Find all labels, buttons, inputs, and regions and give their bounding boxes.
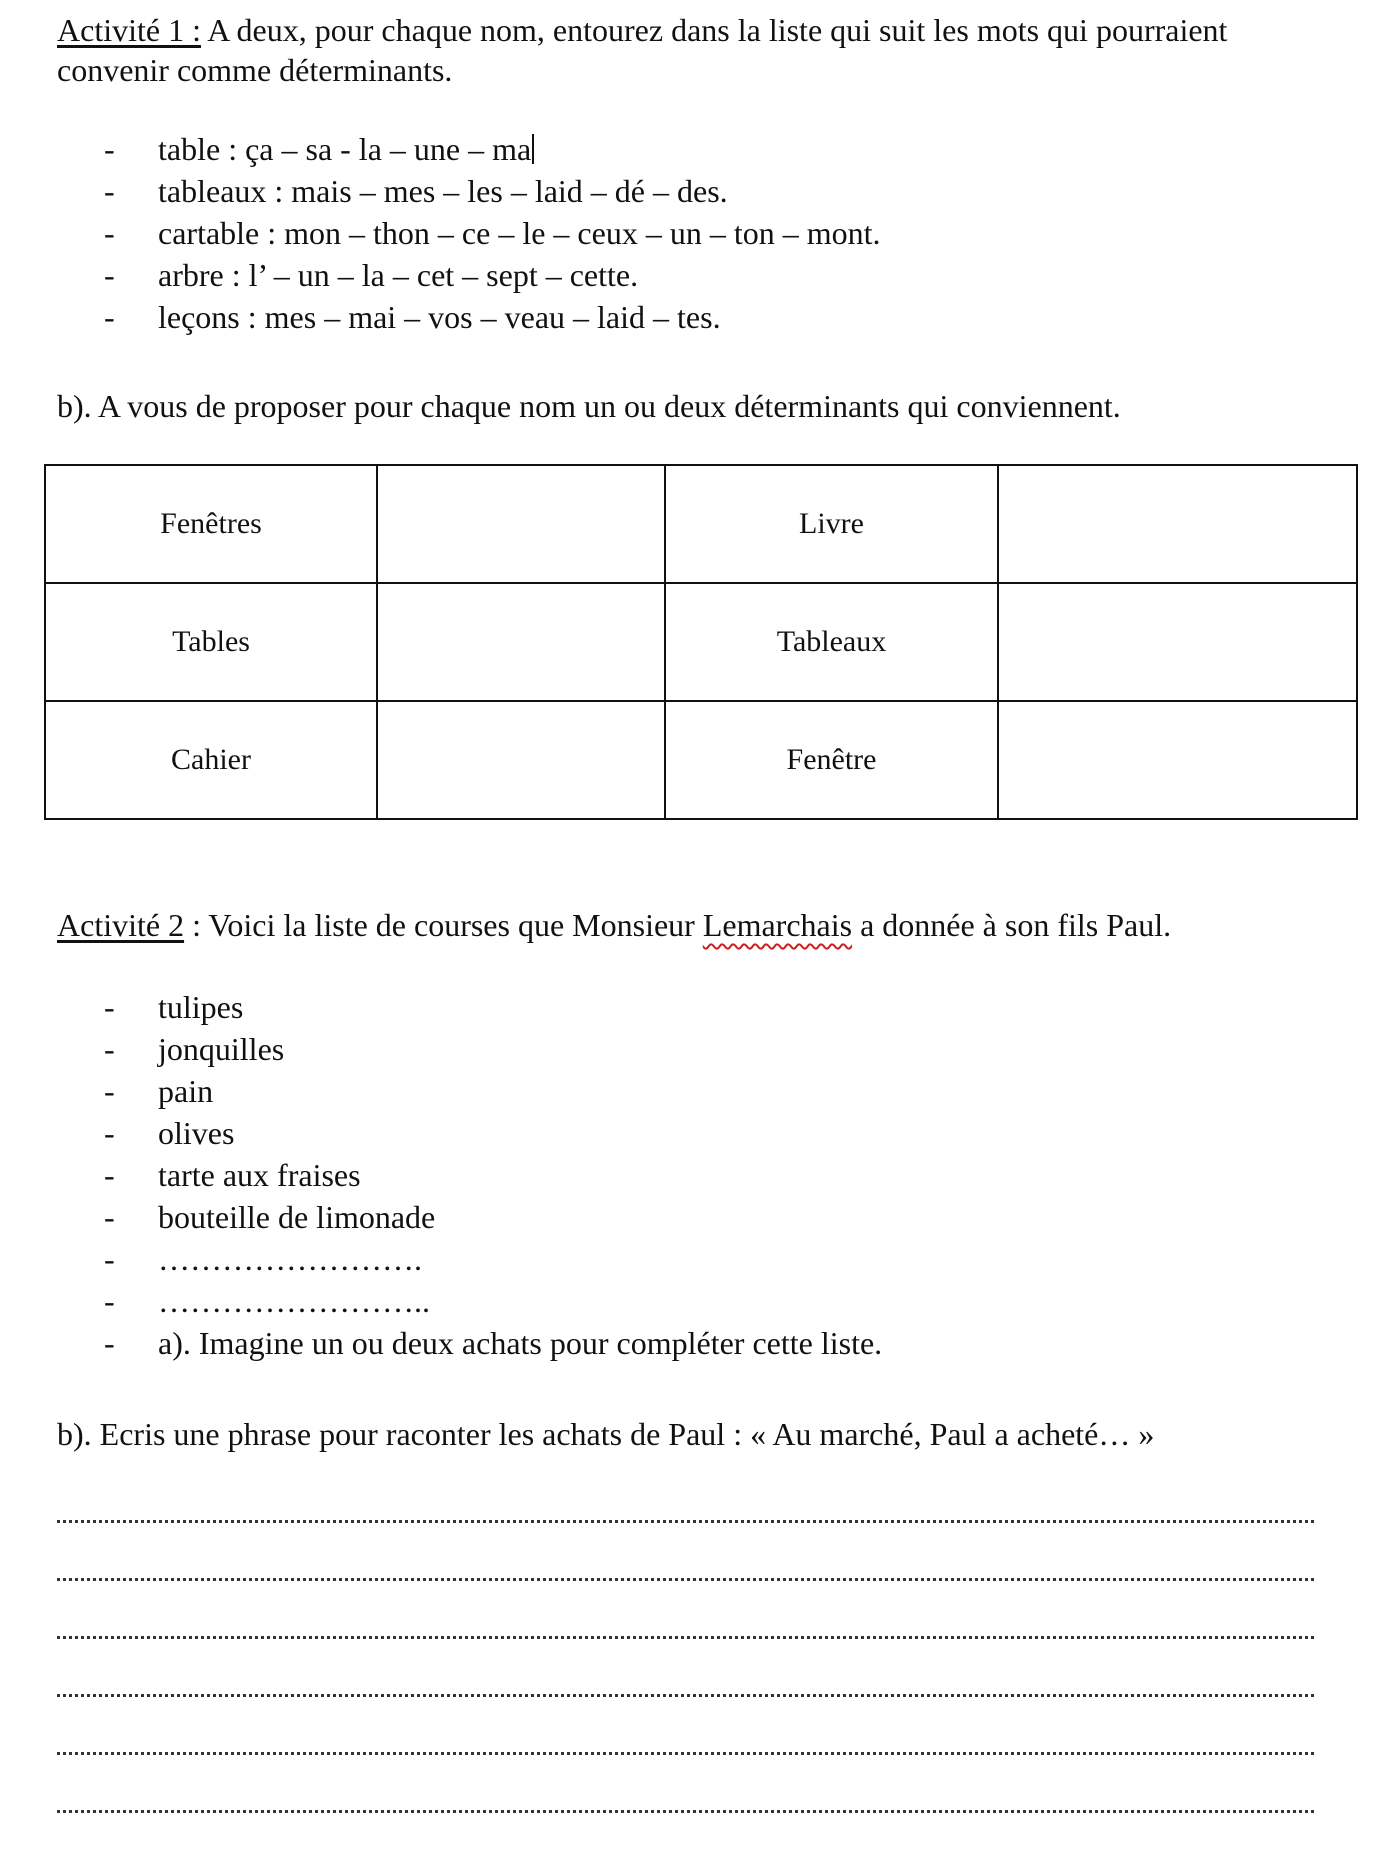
activity1-word-list — [104, 128, 1304, 338]
answer-line[interactable] — [57, 1636, 1314, 1639]
blank-list-item[interactable]: - ……………………. — [104, 1238, 1304, 1280]
noun-cell: Tables — [45, 583, 377, 701]
list-item: - tarte aux fraises — [104, 1154, 1304, 1196]
list-item: - jonquilles — [104, 1028, 1304, 1070]
answer-line[interactable] — [57, 1694, 1314, 1697]
activity1-instruction — [57, 10, 1347, 90]
noun-cell: Fenêtre — [665, 701, 998, 819]
list-item: - olives — [104, 1112, 1304, 1154]
noun-cell: Fenêtres — [45, 465, 377, 583]
list-item: - tableaux : mais – mes – les – laid – dé – des. — [104, 170, 1304, 212]
activity2-label: Activité 2 — [57, 907, 185, 943]
noun-cell: Livre — [665, 465, 998, 583]
list-item: - tulipes — [104, 986, 1304, 1028]
list-item: - cartable : mon – thon – ce – le – ceux – un – ton – mont. — [104, 212, 1304, 254]
answer-cell[interactable] — [377, 465, 665, 583]
answer-line[interactable] — [57, 1810, 1314, 1813]
blank-list-item[interactable]: - …………………….. — [104, 1280, 1304, 1322]
activity2-part-b: b). Ecris une phrase pour raconter les achats de Paul : « Au marché, Paul a acheté… » — [57, 1416, 1155, 1452]
list-item: - table : ça – sa - la – une – ma — [104, 128, 1304, 170]
answer-cell[interactable] — [998, 583, 1357, 701]
noun-cell: Cahier — [45, 701, 377, 819]
list-item: - bouteille de limonade — [104, 1196, 1304, 1238]
activity1-part-b: b). A vous de proposer pour chaque nom un ou deux déterminants qui conviennent. — [57, 388, 1121, 424]
spellcheck-flagged-word: Lemarchais — [702, 907, 853, 943]
noun-cell: Tableaux — [665, 583, 998, 701]
text-cursor — [532, 134, 534, 164]
list-item: - leçons : mes – mai – vos – veau – laid – tes. — [104, 296, 1304, 338]
answer-line[interactable] — [57, 1520, 1314, 1523]
shopping-list — [104, 986, 1304, 1364]
list-item: - arbre : l’ – un – la – cet – sept – cette. — [104, 254, 1304, 296]
answer-cell[interactable] — [998, 701, 1357, 819]
activity1-label: Activité 1 : — [57, 12, 201, 48]
answer-cell[interactable] — [377, 701, 665, 819]
list-item: - pain — [104, 1070, 1304, 1112]
list-item: - a). Imagine un ou deux achats pour compléter cette liste. — [104, 1322, 1304, 1364]
answer-cell[interactable] — [377, 583, 665, 701]
activity1-instruction-text: A deux, pour chaque nom, entourez dans la liste qui suit les mots qui pourraient convenir comme déterminants. — [57, 12, 1228, 88]
answer-line[interactable] — [57, 1752, 1314, 1755]
determinants-table — [44, 464, 1358, 820]
activity2-intro: Activité 2 : Voici la liste de courses que Monsieur Lemarchais a donnée à son fils Paul. — [57, 907, 1172, 943]
answer-cell[interactable] — [998, 465, 1357, 583]
answer-line[interactable] — [57, 1578, 1314, 1581]
